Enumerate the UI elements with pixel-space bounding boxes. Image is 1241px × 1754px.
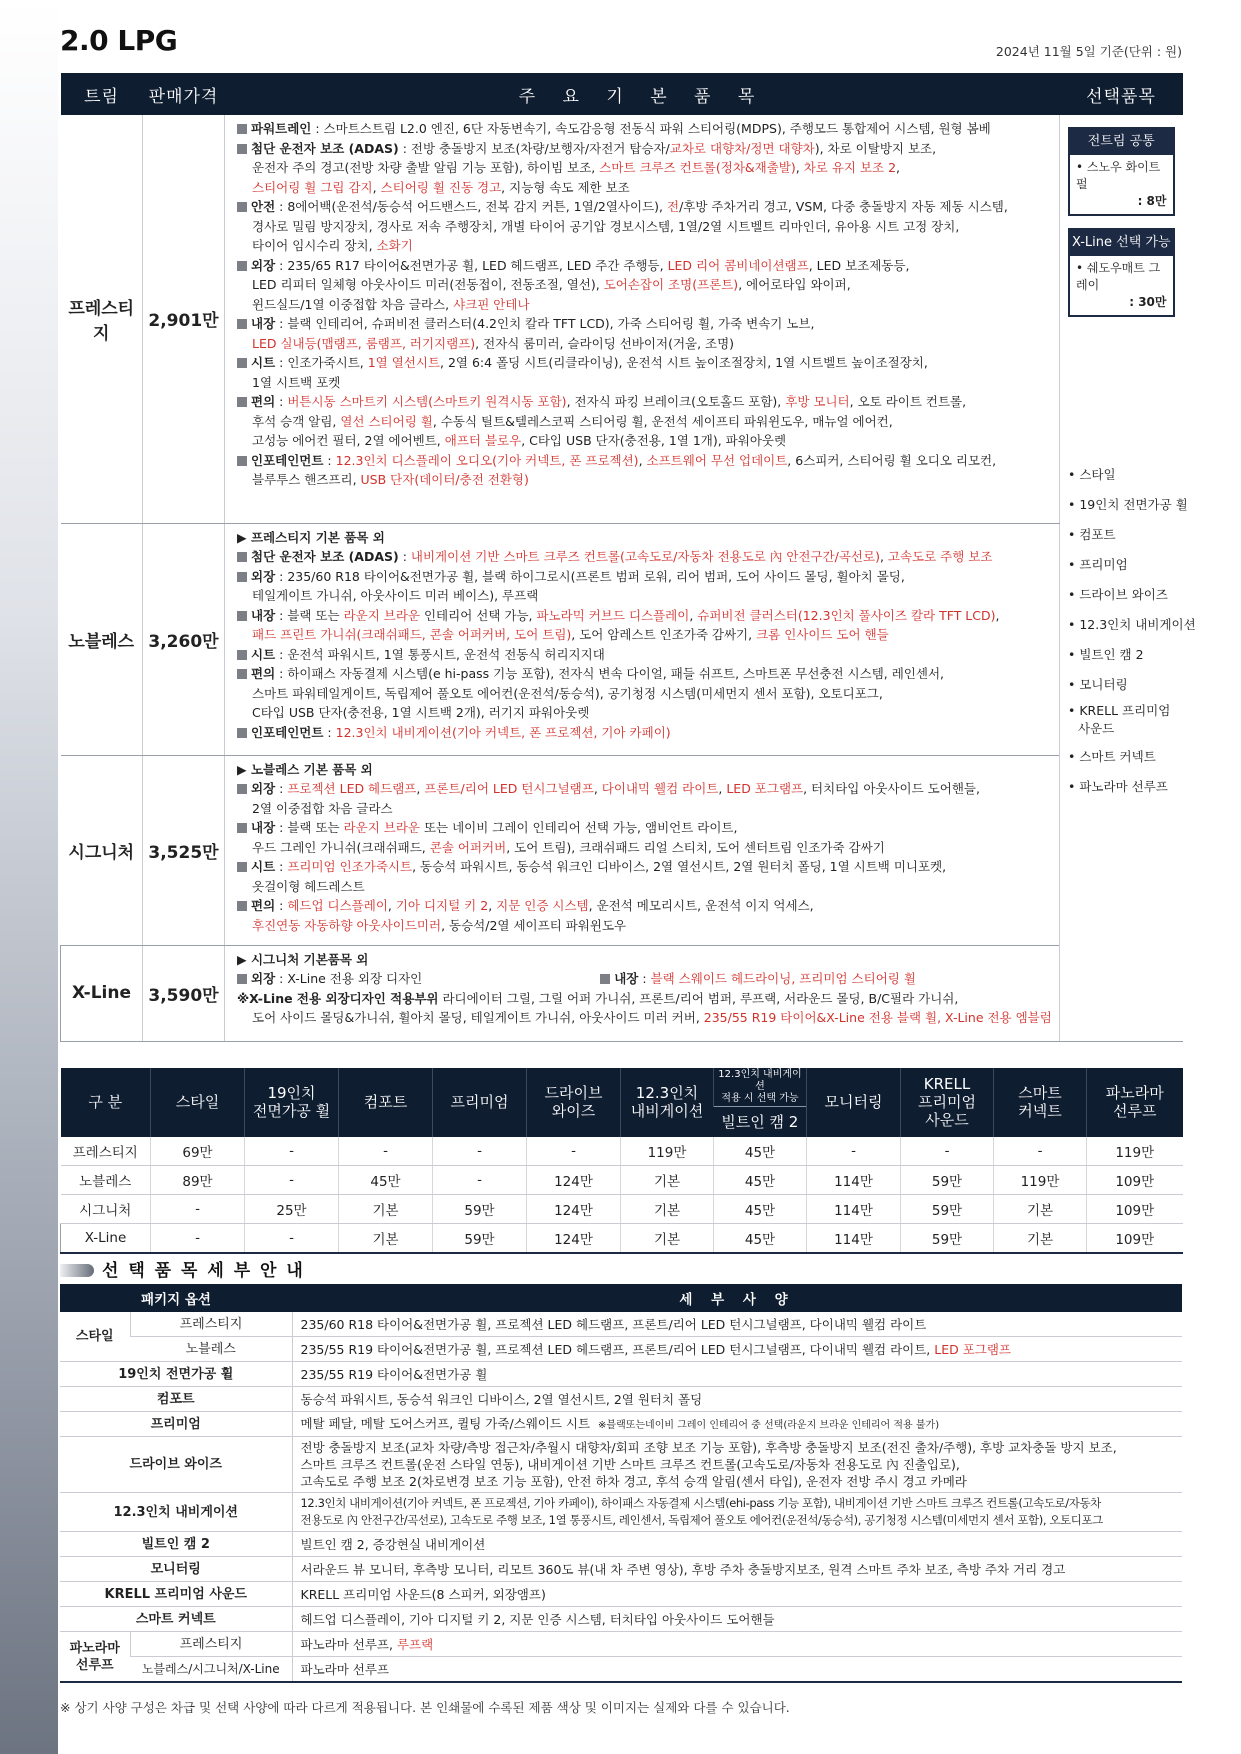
option-price-cell: -	[151, 1223, 245, 1253]
detail-row-drivewise	[60, 1437, 1182, 1493]
footnote: ※ 상기 사양 구성은 차급 및 선택 사양에 따라 다르게 적용됩니다. 본 인쇄물에 수록된 제품 색상 및 이미지는 실제와 다를 수 있습니다.	[60, 1700, 790, 1715]
detail-spec: KRELL 프리미엄 사운드(8 스피커, 외장앰프)	[292, 1582, 1182, 1607]
row-trim-name: 프레스티지	[61, 1137, 151, 1166]
option-list-item: • 컴포트	[1068, 527, 1116, 542]
option-price-cell: -	[901, 1137, 994, 1166]
row-trim-name: 노블레스	[61, 1165, 151, 1194]
bullet-square-icon	[237, 358, 247, 368]
option-price-cell: -	[994, 1137, 1087, 1166]
option-price-cell: 109만	[1087, 1165, 1183, 1194]
option-price-cell: 119만	[994, 1165, 1087, 1194]
option-price-row	[61, 1165, 1183, 1194]
option-price-cell: 기본	[339, 1194, 433, 1223]
option-price-cell: -	[245, 1137, 339, 1166]
option-price-cell: 기본	[621, 1223, 714, 1253]
option-price-cell: 45만	[714, 1165, 807, 1194]
detail-spec: 235/55 R19 타이어&전면가공 휠	[292, 1362, 1182, 1387]
option-price-cell: 45만	[714, 1223, 807, 1253]
detail-name: 스마트 커넥트	[60, 1607, 292, 1632]
header-trim: 트림	[61, 73, 143, 115]
option-price-cell: 109만	[1087, 1194, 1183, 1223]
detail-spec: 파노라마 선루프, 루프랙	[292, 1632, 1182, 1657]
detail-sub: 노블레스	[130, 1337, 292, 1362]
option-list-item: • KRELL 프리미엄	[1068, 703, 1171, 718]
detail-sub: 프레스티지	[130, 1312, 292, 1337]
date-unit-label: 2024년 11월 5일 기준(단위 : 원)	[995, 44, 1182, 59]
col-header-navigation: 12.3인치 내비게이션	[621, 1068, 714, 1137]
detail-name: 프리미엄	[60, 1412, 292, 1437]
col-header-comfort: 컴포트	[339, 1068, 433, 1137]
option-price-row	[61, 1194, 1183, 1223]
trim-row-prestige	[61, 115, 1183, 523]
option-price-cell: 기본	[621, 1194, 714, 1223]
feature-line: 편의 : 하이패스 자동결제 시스템(e hi-pass 기능 포함), 전자식 변속 다이얼, 패들 쉬프트, 스마트폰 무선충전 시스템, 레인센서,	[237, 664, 1053, 684]
feature-line: 인포테인먼트 : 12.3인치 내비게이션(기아 커넥트, 폰 프로젝션, 기아 카페이)	[237, 723, 1053, 743]
feature-line-cont: C타입 USB 단자(충전용, 1열 시트백 2개), 러기지 파워아웃렛	[252, 705, 590, 720]
noblesse-features	[225, 523, 1060, 755]
option-price-cell: 114만	[807, 1194, 901, 1223]
col-header-monitoring: 모니터링	[807, 1068, 901, 1137]
bullet-square-icon	[237, 261, 247, 271]
trim-name: X-Line	[61, 945, 143, 1041]
col-header-category: 구 분	[61, 1068, 151, 1137]
option-price-cell: 기본	[994, 1223, 1087, 1253]
bullet-square-icon	[237, 862, 247, 872]
side-gradient-band	[0, 0, 58, 1754]
trim-name: 노블레스	[61, 523, 143, 755]
all-trims-item: • 스노우 화이트 펄	[1076, 160, 1161, 191]
header-price: 판매가격	[143, 73, 225, 115]
feature-line: 첨단 운전자 보조 (ADAS) : 전방 충돌방지 보조(차량/보행자/자전거 탑승자/교차로 대향차/정면 대향차), 차로 이탈방지 보조,	[237, 139, 1053, 159]
header-features: 주 요 기 본 품 목	[225, 73, 1060, 115]
option-price-cell: 69만	[151, 1137, 245, 1166]
trim-row-xline	[61, 945, 1183, 1041]
feature-line: 첨단 운전자 보조 (ADAS) : 내비게이션 기반 스마트 크루즈 컨트롤(고속도로/자동차 전용도로 內 안전구간/곡선로), 고속도로 주행 보조	[237, 547, 1053, 567]
col-header-smart-connect: 스마트 커넥트	[994, 1068, 1087, 1137]
feature-line: 안전 : 8에어백(운전석/동승석 어드밴스드, 전복 감지 커튼, 1열/2열사이드), 전/후방 주차거리 경고, VSM, 다중 충돌방지 자동 제동 시스템,	[237, 197, 1053, 217]
xline-option-box	[1068, 228, 1175, 317]
option-price-cell: 45만	[339, 1165, 433, 1194]
trim-row-noblesse	[61, 523, 1183, 755]
feature-line-cont: 우드 그레인 가니쉬(크래쉬패드, 콘솔 어퍼커버, 도어 트림), 크래쉬패드 리얼 스티치, 도어 센터트림 인조가죽 감싸기	[252, 839, 885, 855]
prestige-features	[225, 115, 1060, 523]
bullet-square-icon	[237, 552, 247, 562]
detail-name: 드라이브 와이즈	[60, 1437, 292, 1493]
xline-note-line: ※X-Line 전용 외장디자인 적용부위 라디에이터 그릴, 그릴 어퍼 가니쉬, 프론트/리어 범퍼, 루프랙, 서라운드 몰딩, B/C필라 가니쉬,	[237, 990, 959, 1006]
feature-line-cont: 후석 승객 알림, 열선 스티어링 휠, 수동식 틸트&텔레스코픽 스티어링 휠, 운전석 세이프티 파워윈도우, 매뉴얼 에어컨,	[252, 413, 893, 429]
feature-line: 내장 : 블랙 또는 라운지 브라운 인테리어 선택 가능, 파노라믹 커브드 디스플레이, 슈퍼비전 클러스터(12.3인치 풀사이즈 칼라 TFT LCD),	[237, 606, 1053, 626]
feature-line-cont: 테일게이트 가니쉬, 아웃사이드 미러 베이스), 루프랙	[252, 588, 539, 603]
feature-line-cont: 윈드실드/1열 이중접합 차음 글라스, 샤크핀 안테나	[252, 296, 530, 312]
xline-option-header: X-Line 선택 가능	[1070, 230, 1173, 256]
col-header-builtin-cam: 빌트인 캠 2	[714, 1107, 807, 1137]
option-price-cell: 114만	[807, 1165, 901, 1194]
feature-heading: ▶ 노블레스 기본 품목 외	[237, 761, 373, 777]
detail-row-navigation	[60, 1493, 1182, 1532]
option-price-cell: 124만	[527, 1194, 621, 1223]
option-price-row	[61, 1137, 1183, 1166]
option-list-item: • 드라이브 와이즈	[1068, 587, 1168, 602]
option-price-cell: 기본	[994, 1194, 1087, 1223]
xline-heading: ▶ 시그니처 기본품목 외	[237, 951, 369, 967]
col-header-navi-note: 12.3인치 내비게이션 적용 시 선택 가능	[714, 1068, 807, 1107]
feature-line: 시트 : 인조가죽시트, 1열 열선시트, 2열 6:4 폴딩 시트(리클라이닝), 운전석 시트 높이조절장치, 1열 시트벨트 높이조절장치,	[237, 353, 1053, 373]
option-price-cell: 124만	[527, 1223, 621, 1253]
detail-row-style-noblesse	[60, 1337, 1182, 1362]
detail-name: 모니터링	[60, 1557, 292, 1582]
bullet-square-icon	[237, 823, 247, 833]
option-price-cell: 45만	[714, 1137, 807, 1166]
col-header-sunroof: 파노라마 선루프	[1087, 1068, 1183, 1137]
trim-row-signature	[61, 755, 1183, 945]
bullet-square-icon	[237, 669, 247, 679]
option-price-cell: -	[433, 1165, 527, 1194]
feature-line-cont: LED 리피터 일체형 아웃사이드 미러(전동접이, 전동조절, 열선), 도어손잡이 조명(프론트), 에어로타입 와이퍼,	[252, 277, 851, 292]
xline-option-item: • 쉐도우매트 그레이	[1076, 261, 1161, 292]
detail-spec: 235/55 R19 타이어&전면가공 휠, 프로젝션 LED 헤드램프, 프론트/리어 LED 턴시그널램프, 다이내믹 웰컴 라이트, LED 포그램프	[292, 1337, 1182, 1362]
col-header-drivewise: 드라이브 와이즈	[527, 1068, 621, 1137]
option-list-item: 사운드	[1078, 721, 1115, 736]
feature-line-cont: 2열 이중접합 차음 글라스	[252, 800, 393, 816]
feature-line: 내장 : 블랙 또는 라운지 브라운 또는 네이비 그레이 인테리어 선택 가능, 앰비언트 라이트,	[237, 818, 1053, 838]
feature-line: 시트 : 프리미엄 인조가죽시트, 동승석 파워시트, 동승석 워크인 디바이스, 2열 열선시트, 2열 원터치 폴딩, 1열 시트백 미니포켓,	[237, 857, 1053, 877]
bullet-square-icon	[237, 901, 247, 911]
feature-line-cont: LED 실내등(맵램프, 룸램프, 러기지램프), 전자식 룸미러, 슬라이딩 선바이저(거울, 조명)	[252, 335, 735, 351]
bullet-square-icon	[237, 144, 247, 154]
bullet-square-icon	[237, 202, 247, 212]
option-price-cell: -	[245, 1165, 339, 1194]
header-options: 선택품목	[1060, 73, 1183, 115]
col-header-krell: KRELL 프리미엄 사운드	[901, 1068, 994, 1137]
option-list	[1060, 460, 1196, 802]
option-price-cell: 114만	[807, 1223, 901, 1253]
feature-line-cont: 패드 프린트 가니쉬(크래쉬패드, 콘솔 어퍼커버, 도어 트림), 도어 암레스트 인조가죽 감싸기, 크롬 인사이드 도어 핸들	[252, 627, 889, 642]
detail-sub: 노블레스/시그니처/X-Line	[130, 1657, 292, 1683]
option-price-cell: 59만	[433, 1223, 527, 1253]
feature-line: 파워트레인 : 스마트스트림 L2.0 엔진, 6단 자동변속기, 속도감응형 전동식 파워 스티어링(MDPS), 주행모드 통합제어 시스템, 원형 봄베	[237, 119, 1053, 139]
feature-line-cont: 타이어 임시수리 장치, 소화기	[252, 238, 413, 253]
option-list-item: • 19인치 전면가공 휠	[1068, 497, 1188, 512]
option-price-cell: 25만	[245, 1194, 339, 1223]
option-price-cell: -	[807, 1137, 901, 1166]
detail-row-comfort	[60, 1387, 1182, 1412]
section-bar-icon	[60, 1264, 94, 1277]
bullet-square-icon	[237, 397, 247, 407]
feature-line-cont: 스티어링 휠 그립 감지, 스티어링 휠 진동 경고, 지능형 속도 제한 보조	[252, 179, 630, 195]
option-price-cell: 기본	[621, 1165, 714, 1194]
xline-exterior-line: 외장 : X-Line 전용 외장 디자인 내장 : 블랙 스웨이드 헤드라이닝, 프리미엄 스티어링 휠	[237, 969, 1053, 989]
detail-spec: 메탈 페달, 메탈 도어스커프, 퀼팅 가죽/스웨이드 시트 ※블랙또는네이비 그레이 인테리어 중 선택(라운지 브라운 인테리어 적용 불가)	[292, 1412, 1182, 1437]
option-price-cell: 109만	[1087, 1223, 1183, 1253]
trim-table	[60, 73, 1196, 1042]
detail-row-sunroof-others	[60, 1657, 1182, 1683]
option-price-cell: 59만	[433, 1194, 527, 1223]
option-price-cell: 59만	[901, 1223, 994, 1253]
option-price-row	[61, 1223, 1183, 1253]
trim-name: 시그니처	[61, 755, 143, 945]
feature-line-cont: 고성능 에어컨 필터, 2열 에어벤트, 애프터 블로우, C타입 USB 단자(충전용, 1열 1개), 파워아웃렛	[252, 433, 787, 448]
detail-spec: 헤드업 디스플레이, 기아 디지털 키 2, 지문 인증 시스템, 터치타입 아웃사이드 도어핸들	[292, 1607, 1182, 1632]
detail-row-builtin-cam	[60, 1532, 1182, 1557]
detail-row-premium	[60, 1412, 1182, 1437]
bullet-square-icon	[237, 611, 247, 621]
detail-spec: 파노라마 선루프	[292, 1657, 1182, 1683]
option-list-item: • 12.3인치 내비게이션	[1068, 617, 1196, 632]
option-price-cell: -	[527, 1137, 621, 1166]
feature-line-cont: 경사로 밀림 방지장치, 경사로 저속 주행장치, 개별 타이어 공기압 경보시스템, 1열/2열 시트벨트 리마인더, 유아용 시트 고정 장치,	[252, 218, 960, 234]
option-price-cell: 119만	[621, 1137, 714, 1166]
detail-header-package: 패키지 옵션	[60, 1284, 292, 1312]
detail-spec: 12.3인치 내비게이션(기아 커넥트, 폰 프로젝션, 기아 카페이), 하이패스 자동결제 시스템(ehi-pass 기능 포함), 내비게이션 기반 스마트 크루즈 컨트롤(고속도로/자동차 전용도로 內 안전구간/곡선로), 고속도로 주행 보조, 1열 통풍시트, 레인센서, 독립제어 풀오토 에어컨(운전석/동승석), 공기청정 시스템(미세먼지 센서 포함), 오토디포그	[292, 1493, 1182, 1532]
bullet-square-icon	[237, 124, 247, 134]
detail-header-spec: 세 부 사 양	[292, 1284, 1182, 1312]
bullet-square-icon	[237, 728, 247, 738]
trim-price: 3,260만	[143, 523, 225, 755]
col-header-wheel: 19인치 전면가공 휠	[245, 1068, 339, 1137]
detail-spec: 서라운드 뷰 모니터, 후측방 모니터, 리모트 360도 뷰(내 차 주변 영상), 후방 주차 충돌방지보조, 원격 스마트 주차 보조, 측방 주차 거리 경고	[292, 1557, 1182, 1582]
all-trims-option-box	[1068, 127, 1175, 216]
option-list-item: • 스타일	[1068, 467, 1116, 482]
feature-heading: ▶ 프레스티지 기본 품목 외	[237, 529, 385, 545]
detail-row-monitoring	[60, 1557, 1182, 1582]
detail-row-sunroof-prestige	[60, 1632, 1182, 1657]
feature-line: 내장 : 블랙 인테리어, 슈퍼비전 클러스터(4.2인치 칼라 TFT LCD), 가죽 스티어링 휠, 가죽 변속기 노브,	[237, 314, 1053, 334]
trim-price: 3,590만	[143, 945, 225, 1041]
option-detail-table	[60, 1284, 1182, 1683]
trim-price: 2,901만	[143, 115, 225, 523]
xline-features	[225, 945, 1060, 1041]
detail-row-krell	[60, 1582, 1182, 1607]
bullet-square-icon	[237, 456, 247, 466]
col-header-premium: 프리미엄	[433, 1068, 527, 1137]
option-list-item: • 모니터링	[1068, 677, 1128, 692]
option-price-body	[61, 1137, 1183, 1253]
option-price-cell: -	[245, 1223, 339, 1253]
bullet-square-icon	[237, 974, 247, 984]
option-price-table	[60, 1068, 1183, 1254]
signature-features	[225, 755, 1060, 945]
option-price-cell: 119만	[1087, 1137, 1183, 1166]
section-title: 선 택 품 목 세 부 안 내	[60, 1256, 305, 1281]
trim-table-header	[61, 73, 1183, 115]
option-list-item: • 스마트 커넥트	[1068, 749, 1156, 764]
feature-line-cont: 옷걸이형 헤드레스트	[252, 878, 365, 894]
bullet-square-icon	[237, 319, 247, 329]
all-trims-price: : 8만	[1137, 194, 1167, 208]
feature-line: 외장 : 프로젝션 LED 헤드램프, 프론트/리어 LED 턴시그널램프, 다이내믹 웰컴 라이트, LED 포그램프, 터치타입 아웃사이드 도어핸들,	[237, 779, 1053, 799]
detail-name: 파노라마 선루프	[60, 1632, 130, 1683]
feature-line-cont: 블루투스 핸즈프리, USB 단자(데이터/충전 전환형)	[252, 472, 529, 487]
feature-line-cont: 운전자 주의 경고(전방 차량 출발 알림 기능 포함), 하이빔 보조, 스마트 크루즈 컨트롤(정차&재출발), 차로 유지 보조 2,	[252, 160, 901, 175]
detail-name: 19인치 전면가공 휠	[60, 1362, 292, 1387]
option-price-cell: 59만	[901, 1165, 994, 1194]
trim-name: 프레스티지	[61, 115, 143, 523]
xline-option-price: : 30만	[1129, 295, 1167, 309]
col-header-style: 스타일	[151, 1068, 245, 1137]
options-sidebar	[1060, 115, 1196, 1041]
bullet-square-icon	[600, 974, 610, 984]
feature-line: 편의 : 버튼시동 스마트키 시스템(스마트키 원격시동 포함), 전자식 파킹 브레이크(오토홀드 포함), 후방 모니터, 오토 라이트 컨트롤,	[237, 392, 1053, 412]
detail-spec: 빌트인 캠 2, 증강현실 내비게이션	[292, 1532, 1182, 1557]
option-price-cell: 59만	[901, 1194, 994, 1223]
detail-spec: 동승석 파워시트, 동승석 워크인 디바이스, 2열 열선시트, 2열 원터치 폴딩	[292, 1387, 1182, 1412]
detail-name: 빌트인 캠 2	[60, 1532, 292, 1557]
detail-spec: 전방 충돌방지 보조(교차 차량/측방 접근차/추월시 대향차/회피 조향 보조 기능 포함), 후측방 충돌방지 보조(전진 출차/주행), 후방 교차충돌 방지 보조, 스마트 크루즈 컨트롤(운전 스타일 연동), 내비게이션 기반 스마트 크루즈 컨트롤(고속도로/자동차 전용도로 內 진출입로), 고속도로 주행 보조 2(차로변경 보조 기능 포함), 안전 하차 경고, 후석 승객 알림(센서 타입), 운전자 전방 주시 경고 카메라	[292, 1437, 1182, 1493]
bullet-square-icon	[237, 650, 247, 660]
feature-line-cont: 스마트 파워테일게이트, 독립제어 풀오토 에어컨(운전석/동승석), 공기청정 시스템(미세먼지 센서 포함), 오토디포그,	[252, 685, 883, 701]
option-list-item: • 빌트인 캠 2	[1068, 647, 1144, 662]
bullet-square-icon	[237, 572, 247, 582]
row-trim-name: X-Line	[61, 1223, 151, 1253]
detail-row-style-prestige	[60, 1312, 1182, 1337]
bullet-square-icon	[237, 784, 247, 794]
option-price-cell: 45만	[714, 1194, 807, 1223]
option-price-cell: 124만	[527, 1165, 621, 1194]
detail-name: 컴포트	[60, 1387, 292, 1412]
feature-line: 편의 : 헤드업 디스플레이, 기아 디지털 키 2, 지문 인증 시스템, 운전석 메모리시트, 운전석 이지 억세스,	[237, 896, 1053, 916]
detail-name: 12.3인치 내비게이션	[60, 1493, 292, 1532]
detail-spec: 235/60 R18 타이어&전면가공 휠, 프로젝션 LED 헤드램프, 프론트/리어 LED 턴시그널램프, 다이내믹 웰컴 라이트	[292, 1312, 1182, 1337]
feature-line: 외장 : 235/65 R17 타이어&전면가공 휠, LED 헤드램프, LED 주간 주행등, LED 리어 콤비네이션램프, LED 보조제동등,	[237, 256, 1053, 276]
all-trims-header: 전트림 공통	[1070, 129, 1173, 155]
page-title: 2.0 LPG	[60, 24, 178, 57]
row-trim-name: 시그니처	[61, 1194, 151, 1223]
option-price-cell: -	[339, 1137, 433, 1166]
option-list-item: • 프리미엄	[1068, 557, 1128, 572]
detail-row-smart-connect	[60, 1607, 1182, 1632]
option-list-item: • 파노라마 선루프	[1068, 779, 1168, 794]
feature-line-cont: 1열 시트백 포켓	[252, 374, 341, 390]
trim-price: 3,525만	[143, 755, 225, 945]
detail-sub: 프레스티지	[130, 1632, 292, 1657]
feature-line: 외장 : 235/60 R18 타이어&전면가공 휠, 블랙 하이그로시(프론트 범퍼 로워, 리어 범퍼, 도어 사이드 몰딩, 휠아치 몰딩,	[237, 567, 1053, 587]
option-price-cell: 기본	[339, 1223, 433, 1253]
option-price-cell: 89만	[151, 1165, 245, 1194]
feature-line: 인포테인먼트 : 12.3인치 디스플레이 오디오(기아 커넥트, 폰 프로젝션), 소프트웨어 무선 업데이트, 6스피커, 스티어링 휠 오디오 리모컨,	[237, 451, 1053, 471]
detail-name: 스타일	[60, 1312, 130, 1362]
feature-line-cont: 후진연동 자동하향 아웃사이드미러, 동승석/2열 세이프티 파워윈도우	[252, 917, 627, 933]
option-price-cell: -	[151, 1194, 245, 1223]
detail-row-wheel	[60, 1362, 1182, 1387]
feature-line: 시트 : 운전석 파워시트, 1열 통풍시트, 운전석 전동식 허리지지대	[237, 645, 1053, 665]
detail-name: KRELL 프리미엄 사운드	[60, 1582, 292, 1607]
option-price-cell: -	[433, 1137, 527, 1166]
xline-note-cont: 도어 사이드 몰딩&가니쉬, 휠아치 몰딩, 테일게이트 가니쉬, 아웃사이드 미러 커버, 235/55 R19 타이어&X-Line 전용 블랙 휠, X-Line 전용 엠블럼	[252, 1010, 1052, 1025]
